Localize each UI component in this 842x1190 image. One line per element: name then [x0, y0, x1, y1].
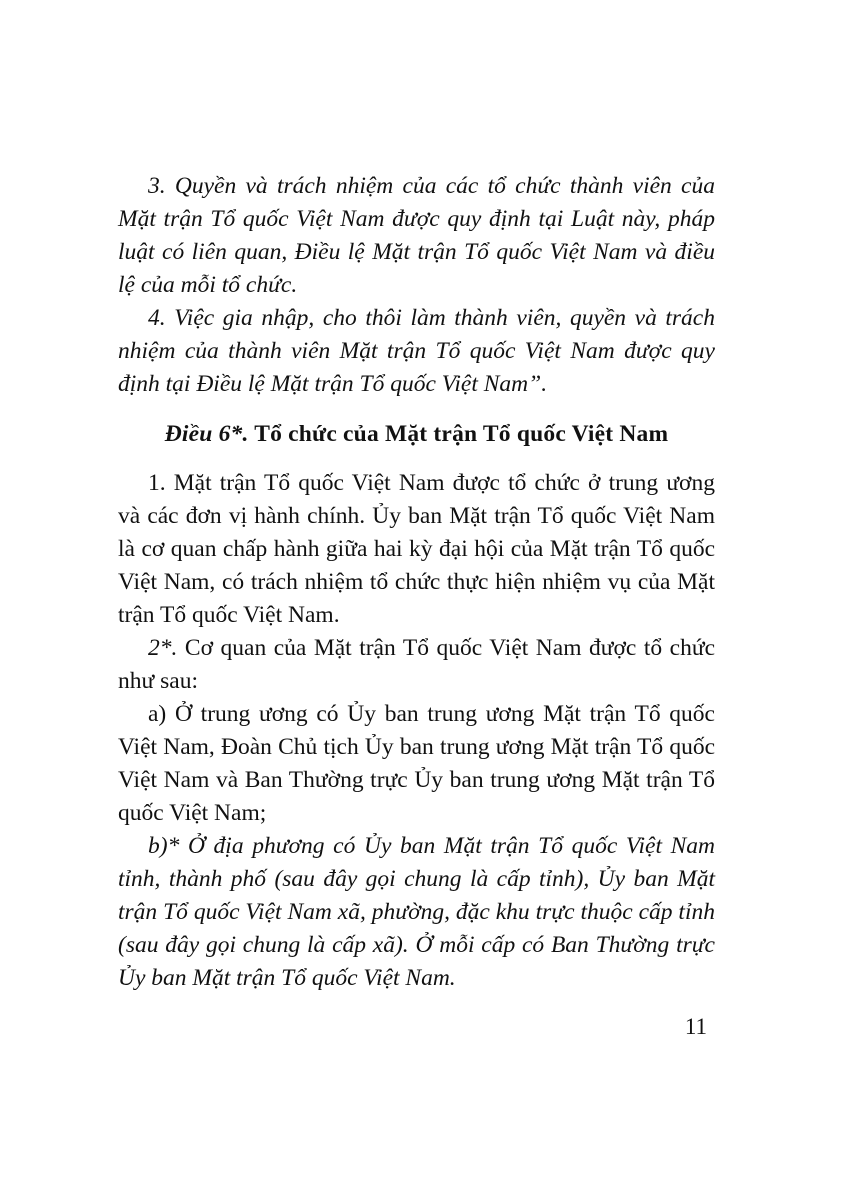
paragraph-point-b: [118, 830, 715, 995]
article-number: Điều 6*.: [164, 421, 249, 447]
clause-2-text: Cơ quan của Mặt trận Tổ quốc Việt Nam được tổ chức như sau:: [118, 635, 715, 694]
article-heading: [118, 418, 715, 451]
paragraph-clause-2: [118, 632, 715, 698]
article-title: Tổ chức của Mặt trận Tổ quốc Việt Nam: [248, 421, 669, 447]
paragraph-clause-4: [118, 302, 715, 401]
clause-2-number: 2*.: [148, 635, 178, 661]
point-a-text: a) Ở trung ương có Ủy ban trung ương Mặt trận Tổ quốc Việt Nam, Đoàn Chủ tịch Ủy ban trung ương Mặt trận Tổ quốc Việt Nam và Ban Thường trực Ủy ban trung ương Mặt trận Tổ quốc Việt Nam;: [118, 701, 715, 826]
point-b-text: b)* Ở địa phương có Ủy ban Mặt trận Tổ quốc Việt Nam tỉnh, thành phố (sau đây gọi chung là cấp tỉnh), Ủy ban Mặt trận Tổ quốc Việt Nam xã, phường, đặc khu trực thuộc cấp tỉnh (sau đây gọi chung là cấp xã). Ở mỗi cấp có Ban Thường trực Ủy ban Mặt trận Tổ quốc Việt Nam.: [118, 833, 715, 991]
paragraph-point-a: [118, 698, 715, 830]
paragraph-clause-1: [118, 467, 715, 632]
clause-1-text: 1. Mặt trận Tổ quốc Việt Nam được tổ chức ở trung ương và các đơn vị hành chính. Ủy ban Mặt trận Tổ quốc Việt Nam là cơ quan chấp hành giữa hai kỳ đại hội của Mặt trận Tổ quốc Việt Nam, có trách nhiệm tổ chức thực hiện nhiệm vụ của Mặt trận Tổ quốc Việt Nam.: [118, 470, 715, 628]
clause-3-text: 3. Quyền và trách nhiệm của các tổ chức thành viên của Mặt trận Tổ quốc Việt Nam được quy định tại Luật này, pháp luật có liên quan, Điều lệ Mặt trận Tổ quốc Việt Nam và điều lệ của mỗi tổ chức.: [118, 173, 715, 298]
paragraph-clause-3: [118, 170, 715, 302]
page-number: 11: [684, 1014, 707, 1039]
clause-4-text: 4. Việc gia nhập, cho thôi làm thành viên, quyền và trách nhiệm của thành viên Mặt trận Tổ quốc Việt Nam được quy định tại Điều lệ Mặt trận Tổ quốc Việt Nam”.: [118, 305, 715, 397]
text-block: [118, 170, 715, 1043]
